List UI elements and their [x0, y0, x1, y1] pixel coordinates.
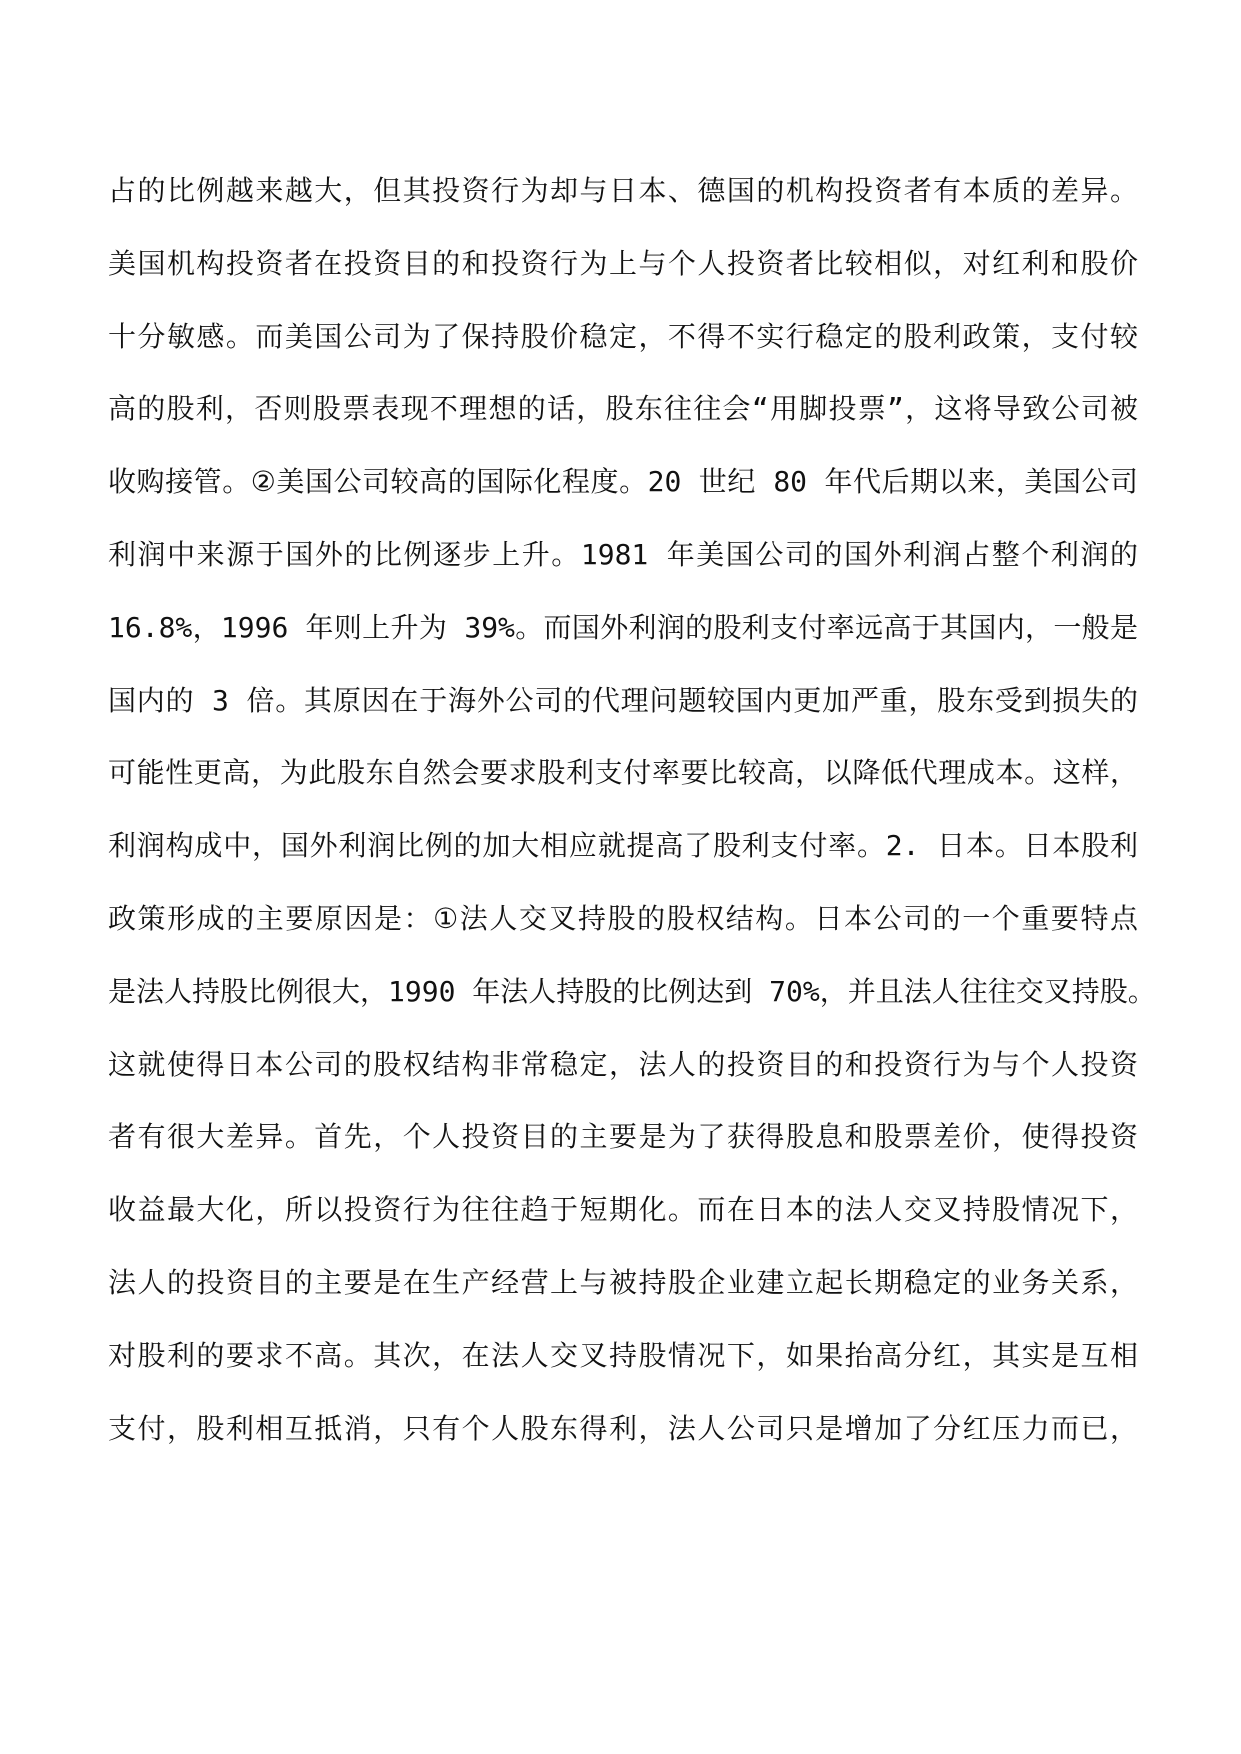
text-line: 国内的 3 倍。其原因在于海外公司的代理问题较国内更加严重，股东受到损失的 — [108, 683, 1138, 717]
text-line: 十分敏感。而美国公司为了保持股价稳定，不得不实行稳定的股利政策，支付较 — [108, 319, 1138, 353]
text-line: 16.8%，1996 年则上升为 39%。而国外利润的股利支付率远高于其国内，一般是 — [108, 610, 1138, 644]
text-line: 美国机构投资者在投资目的和投资行为上与个人投资者比较相似，对红利和股价 — [108, 246, 1138, 280]
text-line: 支付，股利相互抵消，只有个人股东得利，法人公司只是增加了分红压力而已， — [108, 1411, 1138, 1445]
text-line: 利润中来源于国外的比例逐步上升。1981 年美国公司的国外利润占整个利润的 — [108, 537, 1138, 571]
body-text — [108, 155, 1156, 1465]
text-line: 这就使得日本公司的股权结构非常稳定，法人的投资目的和投资行为与个人投资 — [108, 1047, 1138, 1081]
text-line: 可能性更高，为此股东自然会要求股利支付率要比较高，以降低代理成本。这样， — [108, 756, 1138, 790]
text-line: 高的股利，否则股票表现不理想的话，股东往往会“用脚投票”，这将导致公司被 — [108, 392, 1138, 426]
text-line: 收购接管。②美国公司较高的国际化程度。20 世纪 80 年代后期以来，美国公司 — [108, 465, 1138, 499]
text-line: 对股利的要求不高。其次，在法人交叉持股情况下，如果抬高分红，其实是互相 — [108, 1338, 1138, 1372]
text-line: 者有很大差异。首先，个人投资目的主要是为了获得股息和股票差价，使得投资 — [108, 1120, 1138, 1154]
text-line: 占的比例越来越大，但其投资行为却与日本、德国的机构投资者有本质的差异。 — [108, 174, 1138, 207]
text-line: 法人的投资目的主要是在生产经营上与被持股企业建立起长期稳定的业务关系， — [108, 1265, 1138, 1299]
text-line: 利润构成中，国外利润比例的加大相应就提高了股利支付率。2. 日本。日本股利 — [108, 829, 1138, 863]
text-line: 是法人持股比例很大，1990 年法人持股的比例达到 70%，并且法人往往交叉持股。 — [108, 974, 1156, 1008]
text-line: 政策形成的主要原因是：①法人交叉持股的股权结构。日本公司的一个重要特点 — [108, 901, 1138, 935]
text-line: 收益最大化，所以投资行为往往趋于短期化。而在日本的法人交叉持股情况下， — [108, 1193, 1138, 1227]
